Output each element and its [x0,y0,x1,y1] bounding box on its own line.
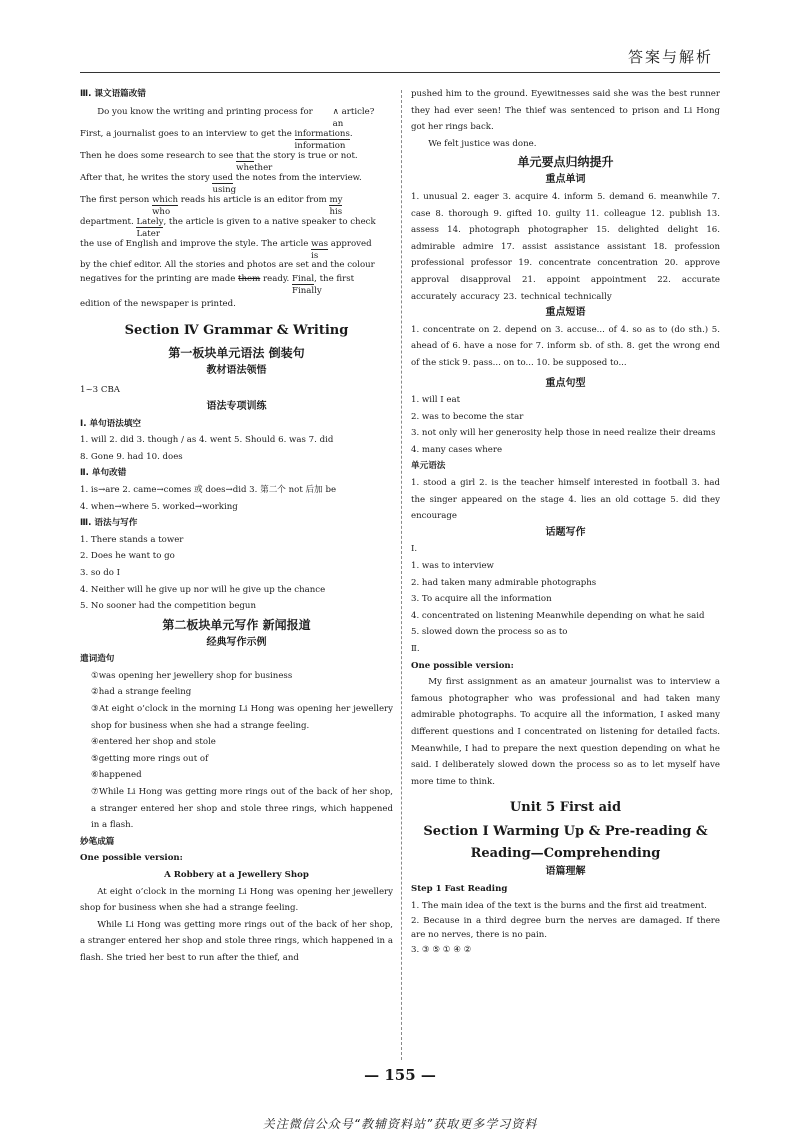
subheading: 语法专项训练 [206,400,267,412]
list-item: 3. To acquire all the information [411,594,552,605]
correction-line: After that, he writes the story used using the notes from the interview. [80,172,362,195]
answer-line: 1. is→are 2. came→comes 或 does→did 3. 第二个 not 后加 be [80,484,337,495]
list-item: 3. so do I [80,567,121,578]
essay-paragraph: At eight o’clock in the morning Li Hong was opening her jewellery shop for business when she had a strange feeling. [80,886,393,914]
section-heading: Section Ⅰ Warming Up & Pre-reading & [423,824,708,840]
answer-line: 2. Because in a third degree burn the nerves are damaged. If there are no nerves, there is no pain. [411,916,720,941]
module-title: 单元要点归纳提升 [517,155,614,170]
subheading: 重点句型 [545,377,586,389]
module-subtitle: 教材语法领悟 [206,364,267,376]
exercise-title: Ⅰ. 单句语法填空 [80,418,142,429]
text-line: by the chief editor. All the stories and photos are set and the colour [80,259,375,270]
list-item: ⑤getting more rings out of [91,753,209,764]
answer-line: 3. ③ ⑤ ① ④ ② [411,945,472,956]
exercise-title: Ⅲ. 语法与写作 [80,518,138,529]
answer-line: 1. The main idea of the text is the burns and the first aid treatment. [411,900,707,911]
answer-block: 1. unusual 2. eager 3. acquire 4. inform 5. demand 6. meanwhile 7. case 8. thorough 9. gifted 10. guilty 11. colleague 12. publish 13. assess 14. photograph photographer 15. delighted delight 16. admirable admire 17. assist assistance assistant 18. profession professional professor 19. concentrate concentration 20. approve approval disapproval 21. appoint appointment 22. accurate accurately accuracy 23. technical technically [411,191,720,302]
essay-paragraph: My first assignment as an amateur journalist was to interview a famous photographer who was professional and had taken many admirable photographs. To acquire all the information, I asked many different questions and I concentrated on listening for detailed facts. Meanwhile, I had to prepare the next question depending on what he said. I deliberately slowed down the process so as to let myself have more time to think. [411,677,720,787]
correction-line: negatives for the printing are made them ready. Final Finally , the first [80,274,355,297]
module-subtitle: 经典写作示例 [206,636,267,648]
column-divider [401,90,402,1060]
header-title: 答案与解析 [628,48,714,66]
correction-line: department. Lately Later , the article is given to a native speaker to check [80,216,376,239]
section-heading: Section Ⅳ Grammar & Writing [124,322,349,338]
left-column [80,86,393,967]
text-line: edition of the newspaper is printed. [80,299,236,310]
right-column [411,86,720,959]
list-item: ⑥happened [91,770,142,781]
subheading: 遣词造句 [80,654,115,665]
essay-paragraph: We felt justice was done. [428,138,537,149]
subheading: 单元语法 [411,461,446,472]
subheading: 妙笔成篇 [80,836,115,847]
list-item: 5. No sooner had the competition begun [80,601,256,612]
list-item: ①was opening her jewellery shop for business [91,670,293,681]
section-heading: Reading—Comprehending [470,846,661,862]
section-title: Ⅲ. 课文语篇改错 [80,89,146,99]
list-item: 4. many cases where [411,444,503,455]
answer-line: 1~3 CBA [80,385,120,396]
list-item: 1. There stands a tower [80,534,184,545]
footer-note: 关注微信公众号“教辅资料站”获取更多学习资料 [262,1117,538,1131]
correction-line: First, a journalist goes to an interview to get the informations information . [80,128,353,151]
version-label: One possible version: [411,660,514,671]
answer-line: 8. Gone 9. had 10. does [80,451,183,462]
header-rule [80,72,720,73]
list-item: 4. concentrated on listening Meanwhile depending on what he said [411,610,705,621]
list-item: ②had a strange feeling [91,687,192,698]
version-label: One possible version: [80,853,183,864]
list-item: 1. will I eat [411,395,461,406]
page-number: — 155 — [364,1066,436,1084]
correction-line: the use of English and improve the style. The article was is approved [80,238,372,261]
essay-paragraph: While Li Hong was getting more rings out of the back of her shop, a stranger entered her shop and stole three rings, which happened in a flash. She tried her best to run after the thief, and [80,919,393,963]
subheading: 话题写作 [545,526,586,538]
roman-label: Ⅰ. [411,544,418,555]
list-item: 5. slowed down the process so as to [411,627,568,638]
list-item: 1. was to interview [411,561,494,572]
module-title: 第一板块单元语法 倒装句 [168,345,305,360]
answer-line: 4. when→where 5. worked→working [80,501,238,512]
correction-line: Then he does some research to see that whether the story is true or not. [80,150,358,173]
correction-line: Do you know the writing and printing process for ∧ an article? [97,106,375,129]
answer-line: 1. will 2. did 3. though / as 4. went 5. Should 6. was 7. did [80,435,334,446]
list-item: ⑦While Li Hong was getting more rings out of the back of her shop, a stranger entered her shop and stole three rings, which happened in a flash. [91,787,393,831]
list-item: 3. not only will her generosity help those in need realize their dreams [411,428,716,439]
roman-label: Ⅱ. [411,644,420,654]
answer-block: 1. stood a girl 2. is the teacher himself interested in football 3. had the singer appeared on the stage 4. lies an old cottage 5. did they encourage [411,478,720,522]
answer-block: 1. concentrate on 2. depend on 3. accuse... of 4. so as to (do sth.) 5. ahead of 6. have a nose for 7. inform sb. of sth. 8. get the wrong end of the stick 9. pass... on to... 10. be supposed to... [411,324,720,368]
list-item: 4. Neither will he give up nor will he give up the chance [80,584,326,595]
subheading: 重点短语 [545,307,586,319]
essay-title: A Robbery at a Jewellery Shop [164,870,309,880]
subheading: 重点单词 [545,174,586,186]
list-item: 2. was to become the star [411,411,524,422]
unit-title: Unit 5 First aid [509,800,622,816]
list-item: ③At eight o’clock in the morning Li Hong was opening her jewellery shop for business when she had a strange feeling. [91,704,393,731]
list-item: 2. had taken many admirable photographs [411,577,597,588]
subheading: 语篇理解 [545,866,586,878]
module-title: 第二板块单元写作 新闻报道 [162,617,311,632]
list-item: 2. Does he want to go [80,551,175,562]
exercise-title: Ⅱ. 单句改错 [80,468,127,479]
essay-paragraph: pushed him to the ground. Eyewitnesses said she was the best runner they had ever seen! The thief was sentenced to prison and Li Hong got her rings back. [411,89,720,133]
step-title: Step 1 Fast Reading [411,883,508,894]
correction-line: The first person which who reads his article is an editor from my his [80,194,343,217]
list-item: ④entered her shop and stole [91,737,216,748]
